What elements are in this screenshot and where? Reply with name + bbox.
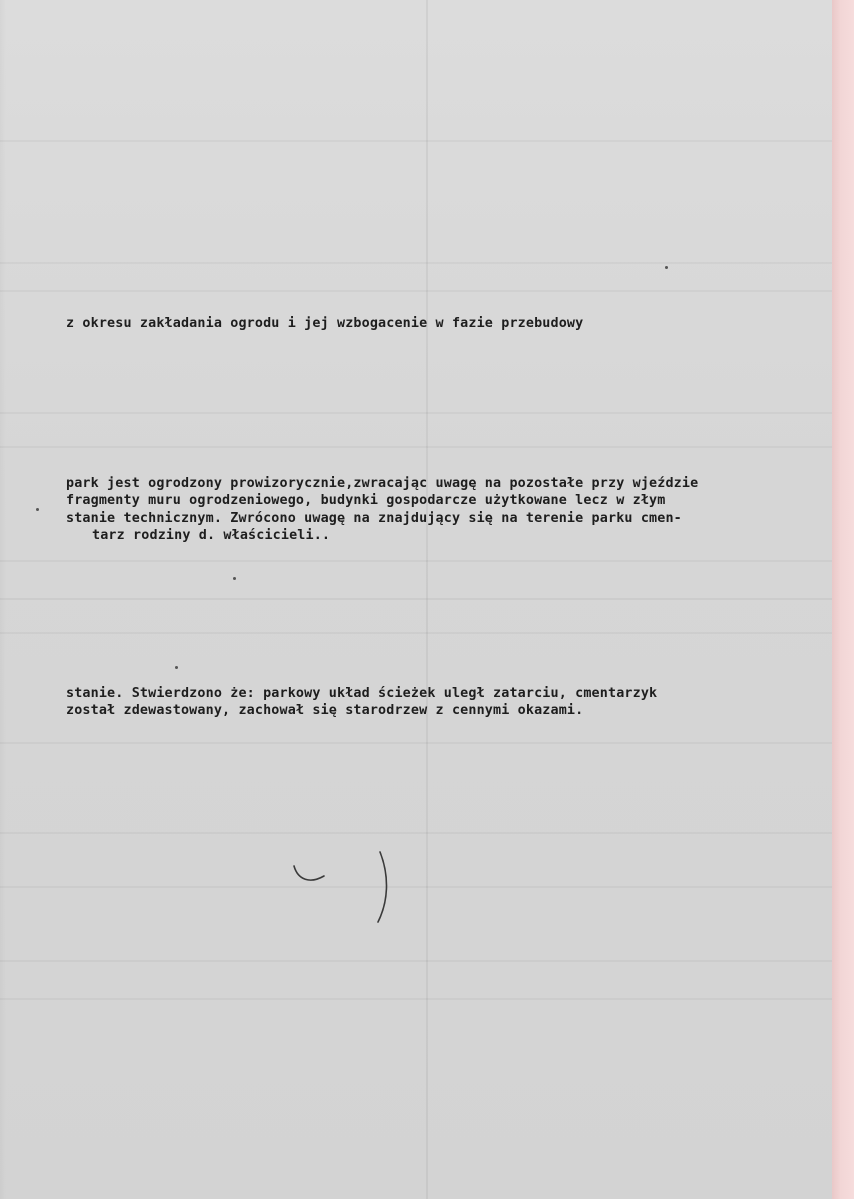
text-line: tarz rodziny d. właścicieli.. (92, 528, 331, 543)
page-edge (832, 0, 854, 1199)
ink-dot (36, 508, 39, 511)
ink-dot (233, 577, 236, 580)
text-line: został zdewastowany, zachował się starodrzew z cennymi okazami. (66, 703, 584, 718)
ink-dot (665, 266, 668, 269)
ink-dot (175, 666, 178, 669)
text-line: stanie technicznym. Zwrócono uwagę na znajdujący się na terenie parku cmen- (66, 511, 682, 526)
text-line: park jest ogrodzony prowizorycznie,zwracając uwagę na pozostałe przy wjeździe (66, 476, 699, 491)
fold-crease-horizontal (0, 598, 832, 600)
text-line: stanie. Stwierdzono że: parkowy układ ścieżek uległ zatarciu, cmentarzyk (66, 686, 658, 701)
pencil-mark (280, 846, 410, 926)
text-line: z okresu zakładania ogrodu i jej wzbogacenie w fazie przebudowy (66, 316, 584, 331)
text-line: fragmenty muru ogrodzeniowego, budynki gospodarcze użytkowane lecz w złym (66, 493, 666, 508)
